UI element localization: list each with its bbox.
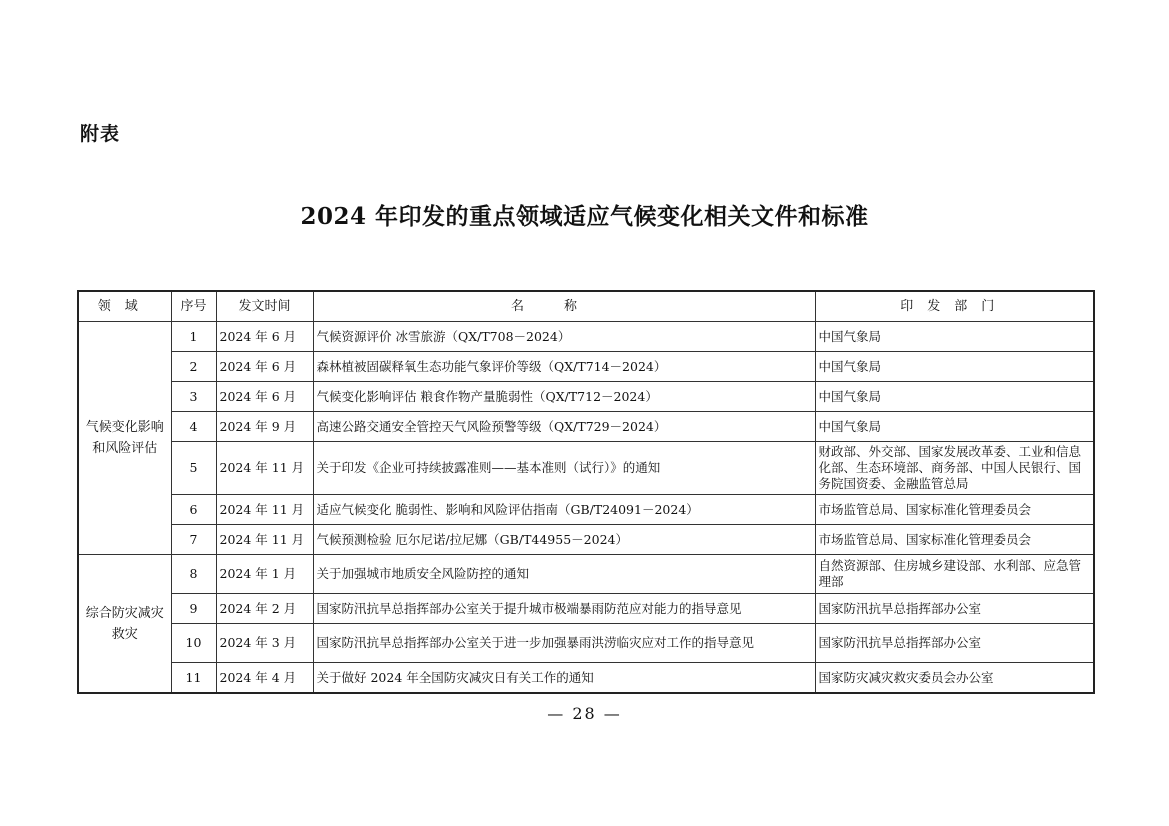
seq-cell: 8 [171,555,216,594]
name-cell: 国家防汛抗旱总指挥部办公室关于进一步加强暴雨洪涝临灾应对工作的指导意见 [313,624,815,663]
table-row [78,495,1094,525]
seq-cell: 5 [171,442,216,495]
seq-cell: 9 [171,594,216,624]
seq-cell: 2 [171,352,216,382]
name-cell: 森林植被固碳释氧生态功能气象评价等级（QX/T714－2024） [313,352,815,382]
department-cell: 中国气象局 [815,412,1094,442]
table-row [78,555,1094,594]
department-cell: 国家防汛抗旱总指挥部办公室 [815,594,1094,624]
table-row [78,624,1094,663]
department-cell: 市场监管总局、国家标准化管理委员会 [815,495,1094,525]
department-cell: 中国气象局 [815,382,1094,412]
header-name: 名称 [313,291,815,322]
field-cell: 气候变化影响和风险评估 [78,322,171,555]
table-row [78,663,1094,694]
name-cell: 高速公路交通安全管控天气风险预警等级（QX/T729－2024） [313,412,815,442]
table-header [78,291,1094,322]
date-cell: 2024 年 3 月 [216,624,313,663]
table-row [78,594,1094,624]
standards-table [77,290,1095,694]
date-cell: 2024 年 11 月 [216,442,313,495]
seq-cell: 4 [171,412,216,442]
seq-cell: 7 [171,525,216,555]
table-row [78,322,1094,352]
date-cell: 2024 年 6 月 [216,322,313,352]
name-cell: 关于加强城市地质安全风险防控的通知 [313,555,815,594]
header-seq: 序号 [171,291,216,322]
document-title: 2024 年印发的重点领域适应气候变化相关文件和标准 [300,203,869,230]
header-field: 领域 [78,291,171,322]
seq-cell: 1 [171,322,216,352]
department-cell: 市场监管总局、国家标准化管理委员会 [815,525,1094,555]
date-cell: 2024 年 6 月 [216,352,313,382]
department-cell: 国家防汛抗旱总指挥部办公室 [815,624,1094,663]
field-cell: 综合防灾减灾救灾 [78,555,171,694]
department-cell: 财政部、外交部、国家发展改革委、工业和信息化部、生态环境部、商务部、中国人民银行、国务院国资委、金融监管总局 [815,442,1094,495]
name-cell: 适应气候变化 脆弱性、影响和风险评估指南（GB/T24091－2024） [313,495,815,525]
name-cell: 气候变化影响评估 粮食作物产量脆弱性（QX/T712－2024） [313,382,815,412]
name-cell: 关于做好 2024 年全国防灾减灾日有关工作的通知 [313,663,815,694]
department-cell: 自然资源部、住房城乡建设部、水利部、应急管理部 [815,555,1094,594]
header-department: 印发部门 [815,291,1094,322]
page-number: — 28 — [547,704,622,723]
table-row [78,382,1094,412]
table-body [78,322,1094,694]
date-cell: 2024 年 4 月 [216,663,313,694]
table-row [78,352,1094,382]
department-cell: 国家防灾减灾救灾委员会办公室 [815,663,1094,694]
name-cell: 气候资源评价 冰雪旅游（QX/T708－2024） [313,322,815,352]
header-date: 发文时间 [216,291,313,322]
seq-cell: 11 [171,663,216,694]
name-cell: 国家防汛抗旱总指挥部办公室关于提升城市极端暴雨防范应对能力的指导意见 [313,594,815,624]
table-row [78,442,1094,495]
table-row [78,525,1094,555]
seq-cell: 3 [171,382,216,412]
department-cell: 中国气象局 [815,322,1094,352]
date-cell: 2024 年 11 月 [216,495,313,525]
seq-cell: 10 [171,624,216,663]
date-cell: 2024 年 11 月 [216,525,313,555]
date-cell: 2024 年 2 月 [216,594,313,624]
date-cell: 2024 年 9 月 [216,412,313,442]
table-row [78,412,1094,442]
seq-cell: 6 [171,495,216,525]
name-cell: 关于印发《企业可持续披露准则——基本准则（试行）》的通知 [313,442,815,495]
name-cell: 气候预测检验 厄尔尼诺/拉尼娜（GB/T44955－2024） [313,525,815,555]
department-cell: 中国气象局 [815,352,1094,382]
date-cell: 2024 年 1 月 [216,555,313,594]
date-cell: 2024 年 6 月 [216,382,313,412]
attachment-label: 附表 [80,123,121,145]
